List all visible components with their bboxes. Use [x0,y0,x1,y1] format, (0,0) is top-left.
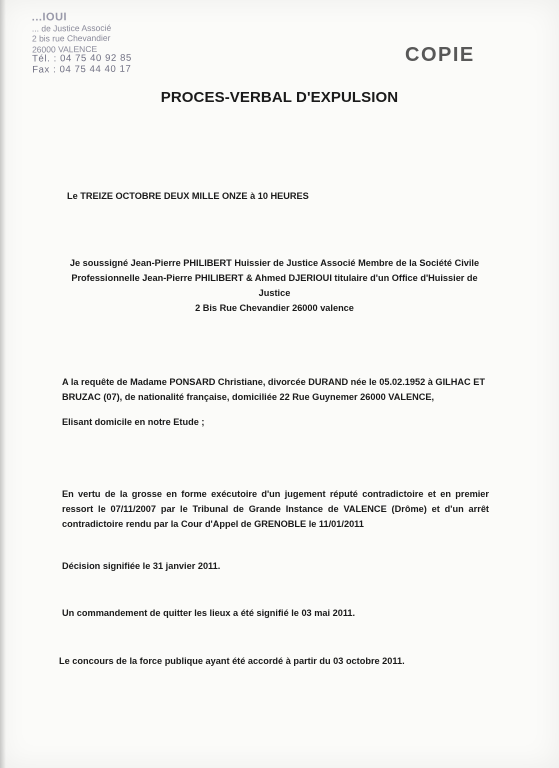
requete-paragraph [62,375,492,405]
stamp-city: 26000 VALENCE [32,43,98,55]
stamp-name: ...IOUI [31,11,68,24]
huissier-line: 2 Bis Rue Chevandier 26000 valence [195,303,354,313]
requete-line: A la requête de Madame PONSARD Christiane, divorcée DURAND née le 05.02.1952 à GILHAC ET [62,377,485,387]
stamp-address: 2 bis rue Chevandier [31,32,111,44]
commandement-line: Un commandement de quitter les lieux a été signifié le 03 mai 2011. [62,608,356,618]
decision-line: Décision signifiée le 31 janvier 2011. [62,561,221,571]
copie-label: COPIE [405,44,475,66]
stamp-fax: Fax : 04 75 44 40 17 [32,63,132,76]
huissier-line: Je soussigné Jean-Pierre PHILIBERT Huissier de Justice Associé Membre de la Société Civile [69,258,480,268]
scan-edge-shadow [0,0,6,768]
office-stamp [32,11,153,75]
huissier-line: Professionnelle Jean-Pierre PHILIBERT & Ahmed DJERIOUI titulaire d'un Office d'Huissier de Justice [71,273,478,298]
concours-line: Le concours de la force publique ayant été accordé à partir du 03 octobre 2011. [59,656,405,666]
stamp-title: ... de Justice Associé [31,22,112,34]
stamp-tel: Tél. : 04 75 40 92 85 [32,52,132,65]
huissier-paragraph [67,256,482,316]
document-title: PROCES-VERBAL D'EXPULSION [160,89,399,106]
date-line: Le TREIZE OCTOBRE DEUX MILLE ONZE à 10 HEURES [67,191,309,201]
elisant-line: Elisant domicile en notre Etude ; [62,417,205,427]
vertu-paragraph: En vertu de la grosse en forme exécutoire d'un jugement réputé contradictoire et en premier ressort le 07/11/2007 par le Tribunal de Grande Instance de VALENCE (Drôme) et d'un arrêt contradictoire rendu par la Cour d'Appel de GRENOBLE le 11/01/2011 [62,489,489,529]
requete-line: BRUZAC (07), de nationalité française, domiciliée 22 Rue Guynemer 26000 VALENCE, [62,392,435,402]
